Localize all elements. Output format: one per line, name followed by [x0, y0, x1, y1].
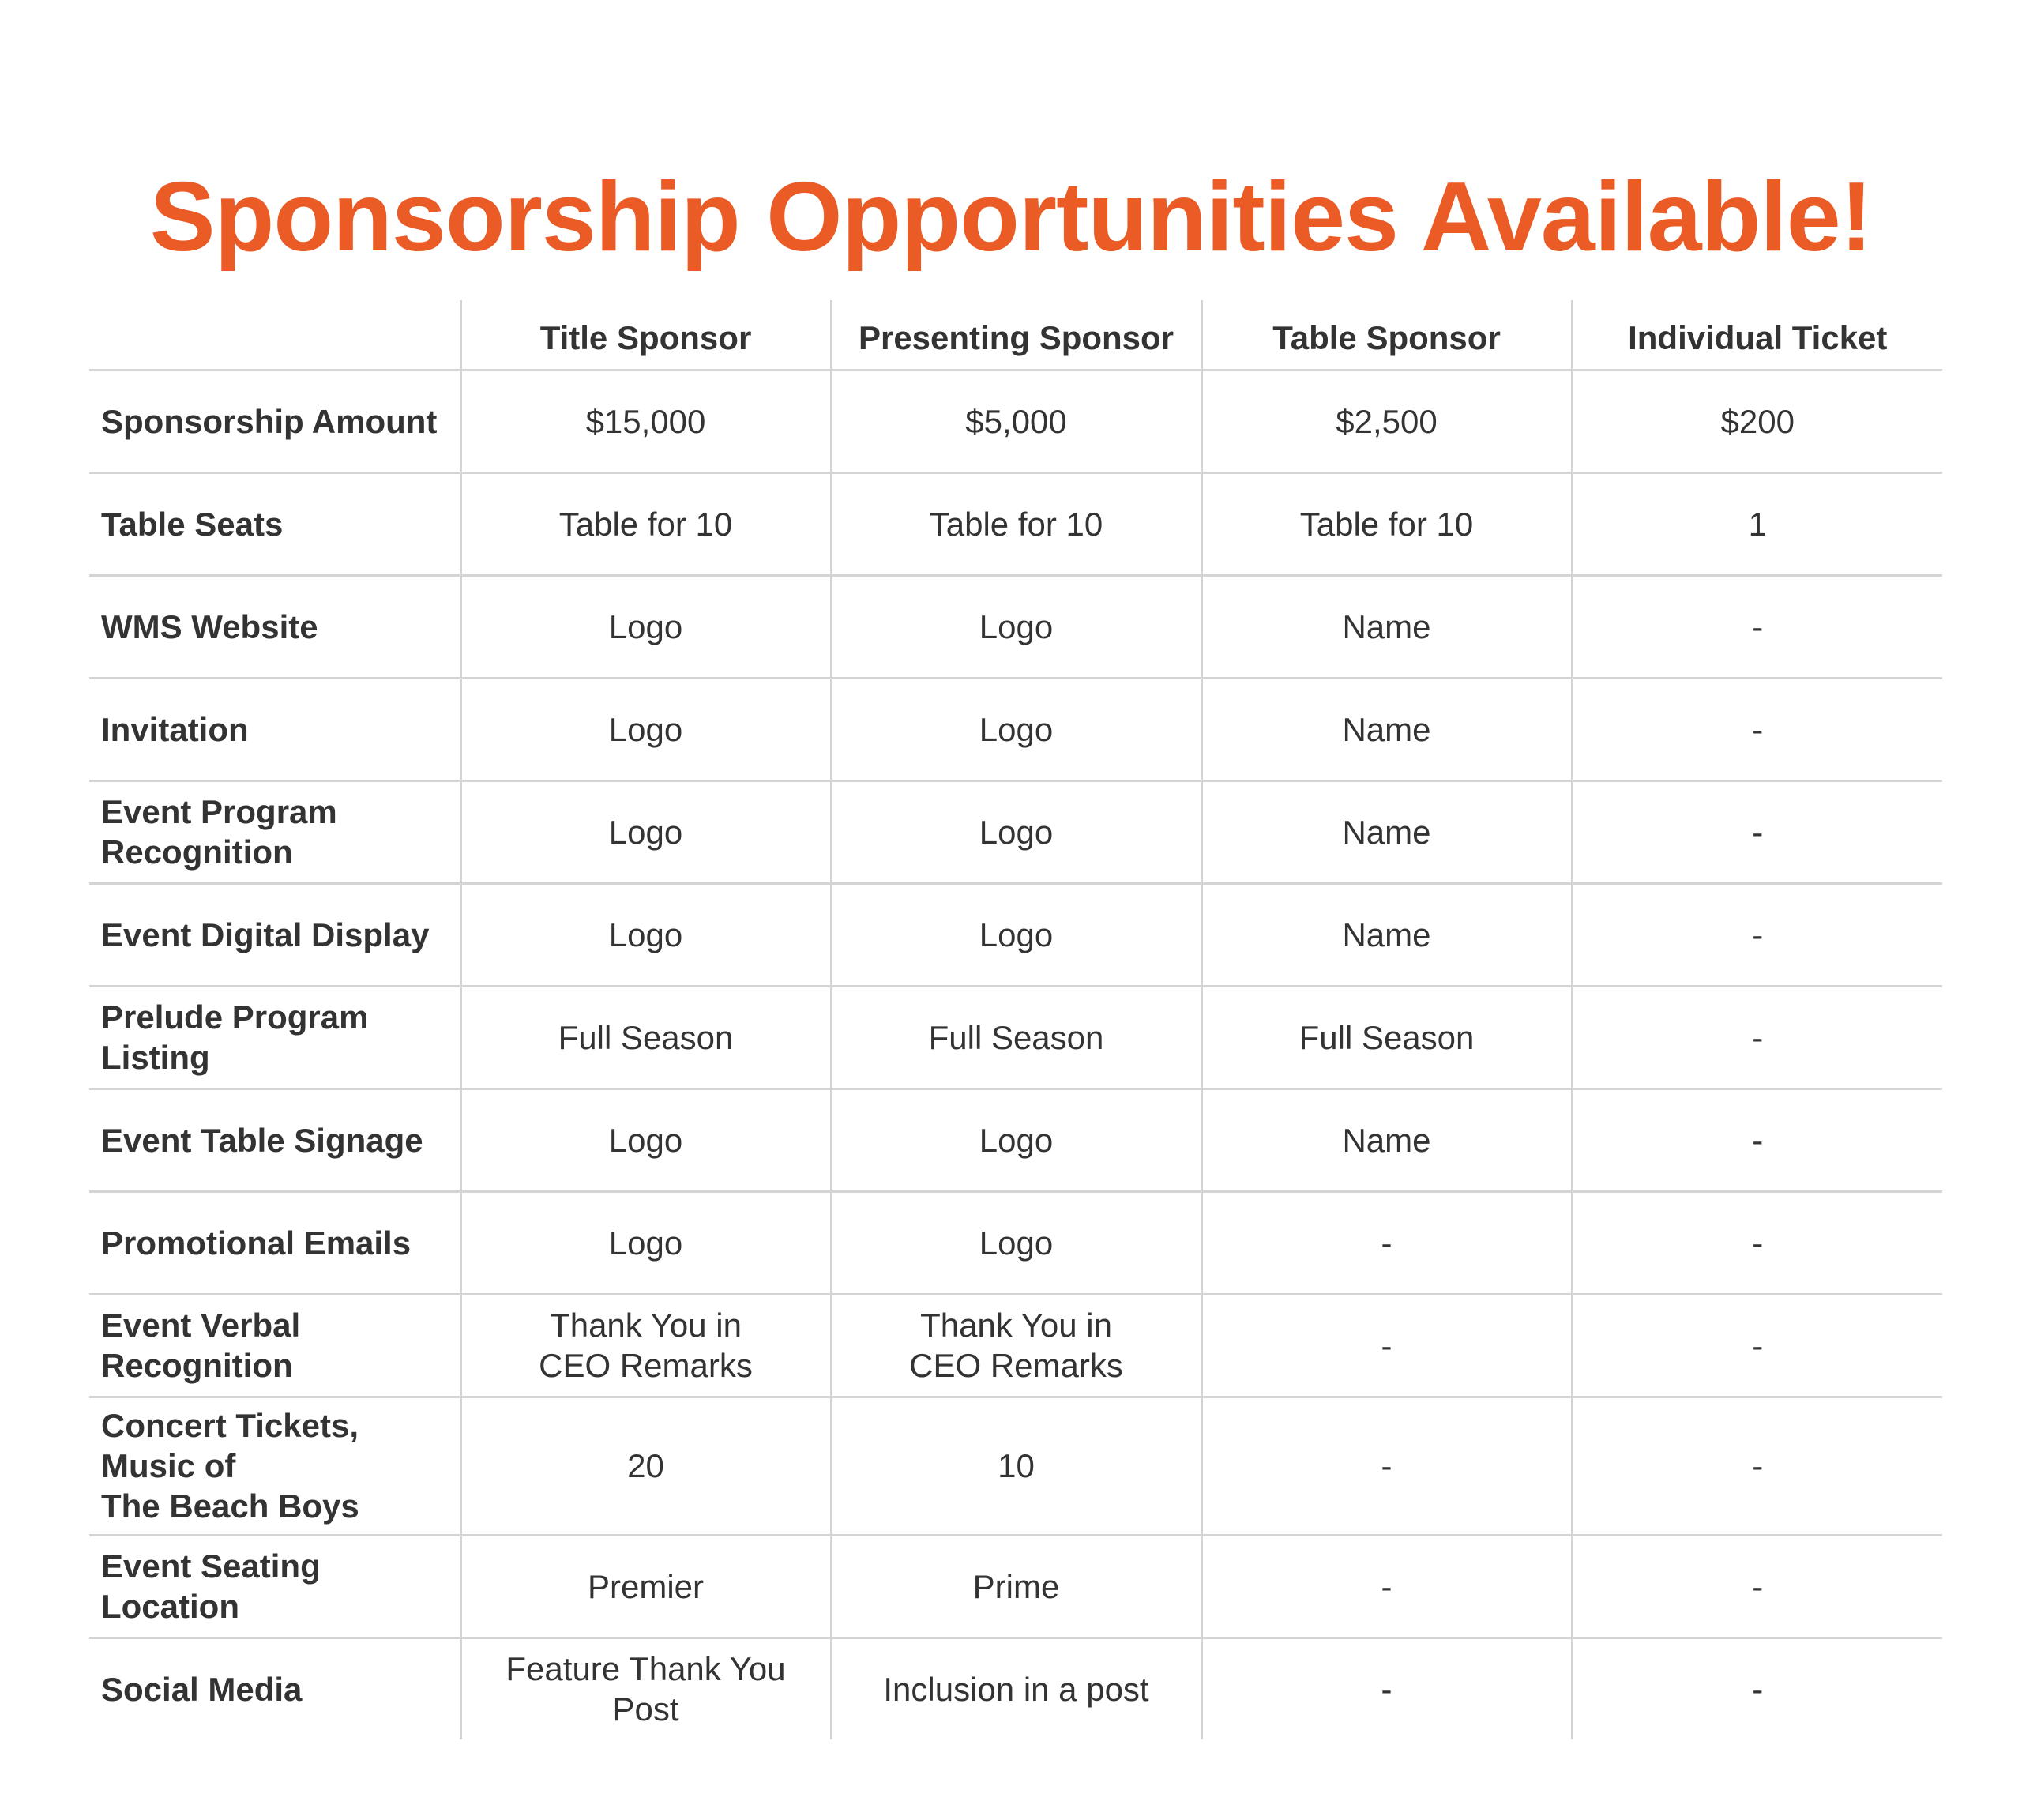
table-cell: -	[1572, 1089, 1942, 1191]
table-cell: Name	[1201, 1089, 1572, 1191]
row-label: Sponsorship Amount	[89, 370, 460, 472]
row-label: Event Table Signage	[89, 1089, 460, 1191]
table-cell: Logo	[460, 883, 831, 986]
table-body	[89, 370, 1942, 1739]
table-cell: Thank You in CEO Remarks	[831, 1294, 1201, 1397]
table-row	[89, 780, 1942, 883]
table-cell: Logo	[460, 1191, 831, 1294]
row-label: Event Program Recognition	[89, 780, 460, 883]
table-cell: $5,000	[831, 370, 1201, 472]
table-row	[89, 1191, 1942, 1294]
header-presenting-sponsor: Presenting Sponsor	[831, 300, 1201, 370]
table-cell: Logo	[831, 1191, 1201, 1294]
table-cell: -	[1201, 1638, 1572, 1739]
table-cell: Logo	[460, 678, 831, 780]
table-row	[89, 1638, 1942, 1739]
table-row	[89, 1294, 1942, 1397]
table-cell: -	[1572, 780, 1942, 883]
table-cell: -	[1572, 1397, 1942, 1535]
page-title: Sponsorship Opportunities Available!	[149, 163, 1873, 272]
row-label: Invitation	[89, 678, 460, 780]
table-cell: -	[1572, 883, 1942, 986]
header-individual-ticket: Individual Ticket	[1572, 300, 1942, 370]
table-cell: -	[1572, 575, 1942, 678]
table-cell: Logo	[460, 780, 831, 883]
table-row	[89, 1535, 1942, 1638]
table-row	[89, 472, 1942, 575]
table-cell: -	[1201, 1294, 1572, 1397]
header-title-sponsor: Title Sponsor	[460, 300, 831, 370]
table-row	[89, 883, 1942, 986]
table-cell: Table for 10	[831, 472, 1201, 575]
row-label: Event Seating Location	[89, 1535, 460, 1638]
table-cell: Premier	[460, 1535, 831, 1638]
table-cell: 1	[1572, 472, 1942, 575]
table-cell: 20	[460, 1397, 831, 1535]
table-cell: $200	[1572, 370, 1942, 472]
table-cell: Thank You in CEO Remarks	[460, 1294, 831, 1397]
table-cell: Logo	[831, 883, 1201, 986]
table-cell: Logo	[831, 780, 1201, 883]
table-row	[89, 1089, 1942, 1191]
table-cell: Table for 10	[1201, 472, 1572, 575]
table-cell: Logo	[460, 575, 831, 678]
table-cell: $2,500	[1201, 370, 1572, 472]
table-row	[89, 575, 1942, 678]
table-cell: Table for 10	[460, 472, 831, 575]
table-cell: Logo	[831, 1089, 1201, 1191]
table-cell: Name	[1201, 575, 1572, 678]
table-cell: Name	[1201, 883, 1572, 986]
table-cell: -	[1201, 1191, 1572, 1294]
table-cell: -	[1572, 1638, 1942, 1739]
row-label: Promotional Emails	[89, 1191, 460, 1294]
table-cell: -	[1572, 1191, 1942, 1294]
table-cell: Feature Thank You Post	[460, 1638, 831, 1739]
table-cell: -	[1572, 1294, 1942, 1397]
table-cell: Full Season	[1201, 986, 1572, 1089]
table-cell: Name	[1201, 780, 1572, 883]
table-cell: -	[1572, 1535, 1942, 1638]
table-cell: -	[1201, 1535, 1572, 1638]
table-cell: Logo	[831, 678, 1201, 780]
header-table-sponsor: Table Sponsor	[1201, 300, 1572, 370]
row-label: Concert Tickets, Music of The Beach Boys	[89, 1397, 460, 1535]
table-row	[89, 986, 1942, 1089]
table-cell: $15,000	[460, 370, 831, 472]
table-header	[89, 300, 1942, 370]
table-cell: Logo	[831, 575, 1201, 678]
header-empty-cell	[89, 300, 460, 370]
table-cell: -	[1572, 986, 1942, 1089]
sponsorship-table	[89, 300, 1942, 1739]
table-cell: Full Season	[460, 986, 831, 1089]
table-cell: Logo	[460, 1089, 831, 1191]
table-cell: 10	[831, 1397, 1201, 1535]
row-label: WMS Website	[89, 575, 460, 678]
row-label: Social Media	[101, 1670, 303, 1708]
table-cell: -	[1572, 678, 1942, 780]
row-label: Event Verbal Recognition	[89, 1294, 460, 1397]
row-label: Prelude Program Listing	[89, 986, 460, 1089]
table-cell: Prime	[831, 1535, 1201, 1638]
table-row	[89, 678, 1942, 780]
table-cell: Name	[1201, 678, 1572, 780]
table-cell: Full Season	[831, 986, 1201, 1089]
table-cell: -	[1201, 1397, 1572, 1535]
row-label: Table Seats	[89, 472, 460, 575]
header-row	[89, 300, 1942, 370]
table-row	[89, 1397, 1942, 1535]
row-label: Event Digital Display	[89, 883, 460, 986]
table-cell: Inclusion in a post	[831, 1638, 1201, 1739]
table-row	[89, 370, 1942, 472]
